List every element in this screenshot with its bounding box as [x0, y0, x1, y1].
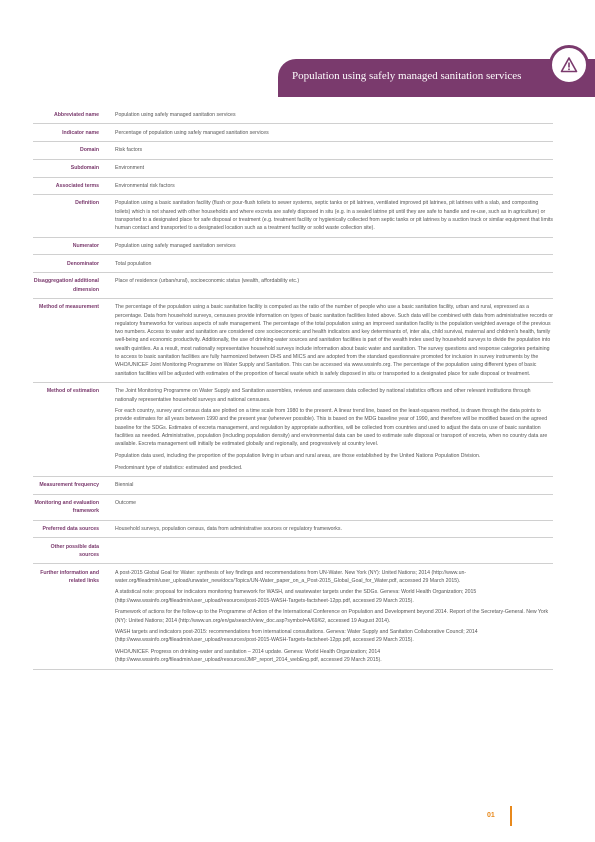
row-value: [107, 199, 553, 232]
table-row: [33, 124, 553, 142]
row-value-paragraph: Environmental risk factors: [115, 182, 175, 189]
row-value-paragraph: The Joint Monitoring Programme on Water Supply and Sanitation assembles, reviews and assesses data collected by national statistics offices and other relevant institutions through nationally representative household surveys and national censuses.: [115, 388, 531, 403]
row-value-paragraph: Risk factors: [115, 147, 143, 154]
row-label: Indicator name: [62, 129, 99, 136]
row-value: [107, 260, 553, 268]
row-value-paragraph: Household surveys, population census, data from administrative sources or regulatory frameworks.: [115, 525, 342, 532]
row-label: Preferred data sources: [42, 525, 99, 532]
table-row: [33, 538, 553, 564]
row-value: [107, 242, 553, 250]
row-value-paragraph: WHO/UNICEF. Progress on drinking-water and sanitation – 2014 update. Geneva: World Health Organization; 2014 (http://www.wssinfo.org/fileadmin/user_upload/resources/JMP_report_2014_webEng.pdf, accessed 29 March 2015).: [115, 649, 382, 664]
row-value-paragraph: Outcome: [115, 499, 137, 506]
row-value-paragraph: Framework of actions for the follow-up to the Programme of Action of the International Conference on Population and Development beyond 2014. Report of the Secretary-General. New York (NY): United Nations; 2014 (http://www.un.org/en/ga/search/view_doc.asp?symbol=A/69/62, accessed 19 August 2014).: [115, 609, 549, 624]
row-value: [107, 387, 553, 472]
indicator-table: [33, 111, 553, 670]
table-row: [33, 142, 553, 160]
row-value: [107, 182, 553, 190]
row-label: Measurement frequency: [39, 482, 99, 489]
row-value: [107, 569, 553, 665]
row-value-paragraph: A statistical note: proposal for indicators monitoring framework for WASH, and wastewater targets under the SDGs. Geneva: World Health Organization; 2015 (http://www.wssinfo.org/fileadmin/user_upload/resources/post-2015-WASH-Targets-factsheet-12pp.pdf, accessed 29 March 2015).: [115, 589, 477, 604]
row-value-paragraph: Total population: [115, 260, 152, 267]
row-label: Denominator: [67, 260, 99, 267]
table-row: [33, 160, 553, 178]
table-row: [33, 495, 553, 521]
table-row: [33, 299, 553, 383]
page-title: Population using safely managed sanitation services: [292, 70, 522, 82]
row-label: Abbreviated name: [54, 112, 99, 118]
header-badge: [549, 45, 589, 85]
row-value-paragraph: Population using safely managed sanitation services: [115, 242, 236, 249]
row-label: Associated terms: [55, 182, 99, 189]
row-label: Other possible data sources: [50, 543, 99, 558]
table-row: [33, 273, 553, 299]
row-value: [107, 129, 553, 137]
table-row: [33, 521, 553, 539]
row-value: [107, 146, 553, 154]
row-label: Further information and related links: [40, 569, 99, 584]
row-value-paragraph: Percentage of population using safely managed sanitation services: [115, 129, 269, 136]
row-value: [107, 525, 553, 533]
row-value: [107, 481, 553, 489]
table-row: [33, 195, 553, 238]
row-value: [107, 277, 553, 294]
table-row: [33, 178, 553, 196]
table-row: [33, 564, 553, 670]
row-value-paragraph: For each country, survey and census data are plotted on a time scale from 1980 to the present. A linear trend line, based on the least-squares method, is drawn through the data points to provide estimates for all years between 1990 and the present year (wherever possible). This is based on the MDG baseline year of 1990, and therefore will be modified based on the agreed baseline for the SDGs. Estimates of excreta management, and regulation by appropriate authorities, will be collected from countries and used to adjust the data on use of basic sanitation facilities as needed. Administrative, population (including population density) and environmental data can be used to estimate safe disposal or transport of excreta, when no country data are available. Excreta management will initially be estimated globally and regionally, and progressively at country level.: [115, 408, 548, 448]
row-label: Monitoring and evaluation framework: [34, 499, 99, 515]
row-label: Method of estimation: [46, 388, 99, 395]
row-label: Disaggregation/ additional dimension: [33, 278, 99, 293]
table-row: [33, 111, 553, 124]
row-value-paragraph: Biennial: [115, 482, 134, 489]
table-row: [33, 383, 553, 477]
header-band: [278, 59, 595, 97]
row-value-paragraph: Population using safely managed sanitation services: [115, 112, 236, 118]
row-value-paragraph: Predominant type of statistics: estimated and predicted.: [115, 464, 243, 471]
row-value-paragraph: WASH targets and indicators post-2015: recommendations from international consultations. Geneva: Water Supply and Sanitation Collaborative Council; 2014 (http://www.wssinfo.org/fileadmin/user_upload/resources/post-2015-WASH-Targets-factsheet-12pp.pdf, accessed 29 March 2015).: [115, 629, 478, 644]
row-value: [107, 111, 553, 119]
row-value: [107, 303, 553, 378]
row-label: Definition: [75, 200, 99, 207]
row-label: Subdomain: [70, 165, 99, 172]
table-row: [33, 238, 553, 256]
row-label: Domain: [79, 147, 99, 154]
row-value-paragraph: Place of residence (urban/rural), socioeconomic status (wealth, affordability etc.): [115, 278, 300, 285]
page-number-rule: [510, 806, 512, 826]
row-value-paragraph: Population using a basic sanitation facility (flush or pour-flush toilets to sewer systems, septic tanks or pit latrines, ventilated improved pit latrines, pit latrines with a slab, and composting toilets) which is not shared with other households and where excreta are safely disposed in situ (e.g. in a sealed latrine pit until they are safe to handle and re-use, such as in agriculture) or transported to a designated place for safe disposal or treatment (e.g. treatment facility or hygienically collected from septic tanks or pit latrines by a suction truck or similar equipment that limits human contact and transported to a designated location such as a treatment facility or solid waste collection site).: [115, 200, 553, 232]
page-number: 01: [487, 812, 495, 819]
table-row: [33, 477, 553, 495]
row-value-paragraph: Population data used, including the proportion of the population living in urban and rural areas, are those established by the United Nations Population Division.: [115, 452, 481, 459]
row-label: Numerator: [72, 242, 99, 249]
row-value-paragraph: Environment: [115, 165, 145, 172]
row-label: Method of measurement: [39, 304, 99, 311]
row-value-paragraph: The percentage of the population using a basic sanitation facility is computed as the ratio of the number of people who use a basic sanitation facility, urban and rural, expressed as a percentage. Data from household surveys, censuses provide information on types of basic sanitation facilities listed above. Such data will be combined with data from administrative records or regulatory frameworks for various aspects of safe management. The percentage of the total population using an improved sanitation facility is the population weighted average of the previous two numbers. Access to water and sanitation are considered core socioeconomic and health indicators and key determinants of, inter alia, child survival, maternal and children's health, family well-being and economic productivity. Additionally, the use of drinking-water sources and sanitation facilities is part of the wealth index used by household surveys to divide the population into wealth quintiles. As a result, most nationally representative household surveys include information about basic water and sanitation. The survey questions and response categories pertaining to access to basic sanitation facilities are fully harmonized between DHS and MICS and are adopted from the standard questionnaire promoted for inclusion in survey instruments by the WHO/UNICEF Joint Monitoring Programme on Water Supply and Sanitation. This can be accessed via www.wssinfo.org. The percentage of the population using different types of basic sanitation facilities will be adjusted with estimates of the proportion of faecal waste which is safely disposed in situ or transported to a designated place for safe disposal or treatment.: [115, 304, 553, 377]
table-row: [33, 255, 553, 273]
row-value: [107, 164, 553, 172]
hazard-triangle-icon: [560, 56, 578, 74]
row-value-paragraph: A post-2015 Global Goal for Water: synthesis of key findings and recommendations from UN-Water. New York (NY): United Nations; 2014 (http://www.un-water.org/fileadmin/user_upload/unwater_new/docs/Topics/UN-Water_paper_on_a_Post-2015_Global_Goal_for_Water.pdf, accessed 29 March 2015).: [115, 569, 467, 584]
row-value: [107, 543, 553, 560]
row-value: [107, 499, 553, 516]
